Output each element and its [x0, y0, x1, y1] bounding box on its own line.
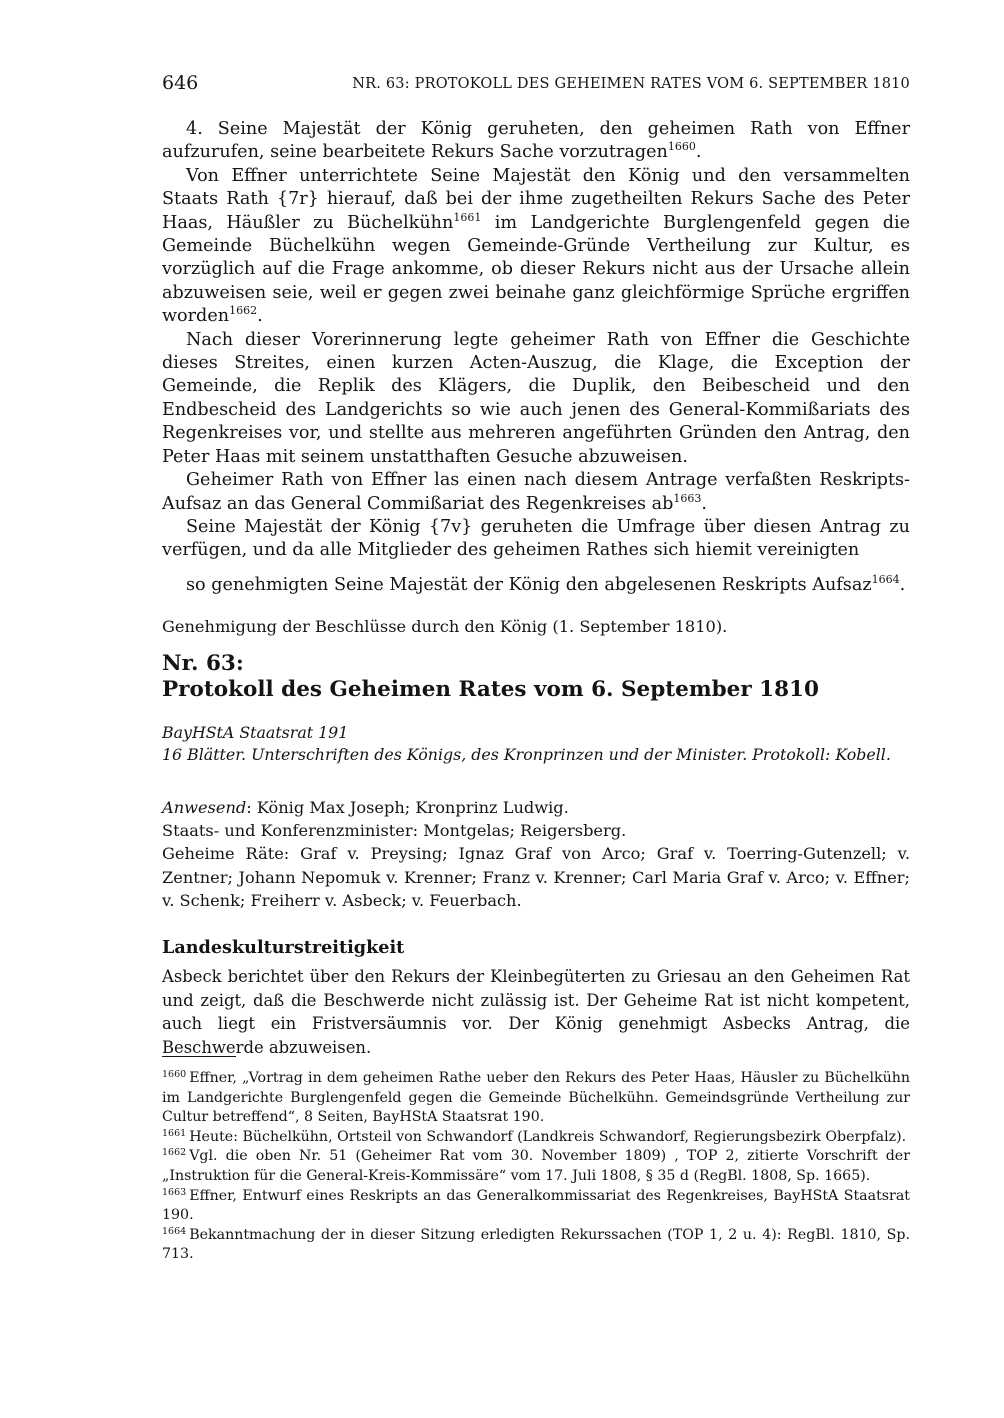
footnote-ref-1662[interactable]: 1662 [229, 304, 258, 318]
paragraph-rescript-draft: Geheimer Rath von Effner las einen nach diesem Antrage verfaßten Reskripts-Aufsaz an das General Commißariat des Regenkreises $ab^{1663}$. [162, 470, 910, 514]
paragraph-effner-report: Von Effner unterrichtete Seine Majestät den König und den versammelten Staats Rath {7r} hierauf, daß bei der ihme zugetheilten Rekurs Sache des Peter Haas, Häußler zu Büchelkühn$^{1661}$ im Landgerichte Burglengenfeld gegen die Gemeinde Büchelkühn wegen Gemeinde-Gründe Vertheilung zur Kultur, es vorzüglich auf die Frage ankomme, ob dieser Rekurs nicht aus der Ursache allein abzuweisen seie, weil er gegen zwei beinahe ganz gleichförmige Sprüche ergriffen worden$^{1662}$. [162, 165, 910, 327]
topic-summary: Asbeck berichtet über den Rekurs der Kleinbegüterten zu Griesau an den Geheimen Rat und zeigt, daß die Beschwerde nicht zulässig ist. Der Geheime Rat ist nicht kompetent, auch liegt ein Fristversäumnis vor. Der König genehmigt Asbecks Antrag, die Beschwerde abzuweisen. [162, 967, 910, 1057]
archive-reference: BayHStA Staatsrat 191 [162, 723, 349, 742]
footnote-divider [162, 1056, 236, 1057]
councillors-line: Geheime Räte: Graf v. Preysing; Ignaz Graf von Arco; Graf v. Toerring-Gutenzell; v. Zentner; Johann Nepomuk v. Krenner; Franz v. Krenner; Carl Maria Graf v. Arco; v. Effner; v. Schenk; Freiherr v. Asbeck; v. Feuerbach. [162, 844, 910, 910]
running-title: NR. 63: PROTOKOLL DES GEHEIMEN RATES VOM 6. SEPTEMBER 1810 [352, 76, 910, 92]
footnote-item: $^{1662}$ Vgl. die oben Nr. 51 (Geheimer Rat vom 30. November 1809) , TOP 2, zitierte Vorschrift der „Instruktion für die General-Kreis-Kommissäre“ vom 17. Juli 1808, § 35 d (RegBl. 1808, Sp. 1665). [162, 1147, 910, 1184]
footnote-item: $^{1660}$ Effner, „Vortrag in dem geheimen Rathe ueber den Rekurs des Peter Haas, Häusler zu Büchelkühn im Landgerichte Burglengenfeld gegen die Gemeinde Büchelkühn. Gemeindsgründe Vertheilung zur Cultur betreffend“, 8 Seiten, BayHStA Staatsrat 190. [162, 1069, 910, 1126]
paragraph-item-4: 4. Seine Majestät der König geruheten, den geheimen Rath von Effner aufzurufen, seine bearbeitete Rekurs Sache vorzutragen$^{1660}$. [162, 119, 910, 163]
footnotes [162, 1069, 910, 1265]
page-number: 646 [162, 72, 199, 94]
paragraph-vote: Seine Majestät der König {7v} geruheten die Umfrage über diesen Antrag zu verfügen, und da alle Mitglieder des geheimen Rathes sich hiemit vereinigten [162, 516, 910, 561]
document-heading: Protokoll des Geheimen Rates vom 6. September 1810 [162, 677, 819, 702]
footnote-number: 1662 [162, 1147, 187, 1159]
paragraph-case-history: Nach dieser Vorerinnerung legte geheimer Rath von Effner die Geschichte dieses Streites, einen kurzen Acten-Auszug, die Klage, die Exception der Gemeinde, die Replik des Klägers, die Duplik, den Beibescheid und den Endbescheid des Landgerichts so wie auch jenen des General-Kommißariats des Regenkreises vor, und stellte aus mehreren angeführten Gründen den Antrag, den Peter Haas mit seinem unstatthaften Gesuche abzuweisen. [162, 329, 910, 467]
topic-heading: Landeskulturstreitigkeit [162, 937, 405, 958]
royal-approval-note: Genehmigung der Beschlüsse durch den König (1. September 1810). [162, 617, 728, 637]
previous-protocol-text [162, 118, 910, 639]
footnote-item: $^{1663}$ Effner, Entwurf eines Reskripts an das Generalkommissariat des Regenkreises, BayHStA Staatsrat 190. [162, 1186, 910, 1224]
decision-paragraph: so genehmigten Seine Majestät der König den abgelesenen Reskripts Aufsaz$^{1664}$. [186, 572, 906, 595]
footnote-item: $^{1664}$ Bekanntmachung der in dieser Sitzung erledigten Rekurssachen (TOP 1, 2 u. 4): RegBl. 1810, Sp. 713. [162, 1225, 910, 1263]
present-line: Anwesend: König Max Joseph; Kronprinz Ludwig. [162, 798, 569, 817]
footnote-ref-1663[interactable]: 1663 [673, 491, 702, 505]
footnote-ref-1660[interactable]: 1660 [667, 140, 696, 154]
footnote-number: 1664 [162, 1225, 187, 1237]
footnote-number: 1663 [162, 1186, 187, 1198]
document-title [162, 651, 910, 703]
attendance-list [162, 796, 910, 912]
ministers-line: Staats- und Konferenzminister: Montgelas; Reigersberg. [162, 821, 627, 841]
page-header [162, 72, 910, 98]
footnote-ref-1661[interactable]: 1661 [453, 210, 482, 224]
footnote-number: 1661 [162, 1127, 187, 1139]
present-label: Anwesend [162, 798, 247, 817]
source-info [162, 722, 910, 766]
footnote-item: $^{1661}$ Heute: Büchelkühn, Ortsteil von Schwandorf (Landkreis Schwandorf, Regierungsbezirk Oberpfalz). [162, 1127, 907, 1145]
footnote-number: 1660 [162, 1069, 187, 1080]
footnote-ref-1664[interactable]: 1664 [871, 572, 900, 586]
source-description: 16 Blätter. Unterschriften des Königs, des Kronprinzen und der Minister. Protokoll: Kobell. [162, 745, 891, 764]
document-number: Nr. 63: [162, 651, 244, 676]
